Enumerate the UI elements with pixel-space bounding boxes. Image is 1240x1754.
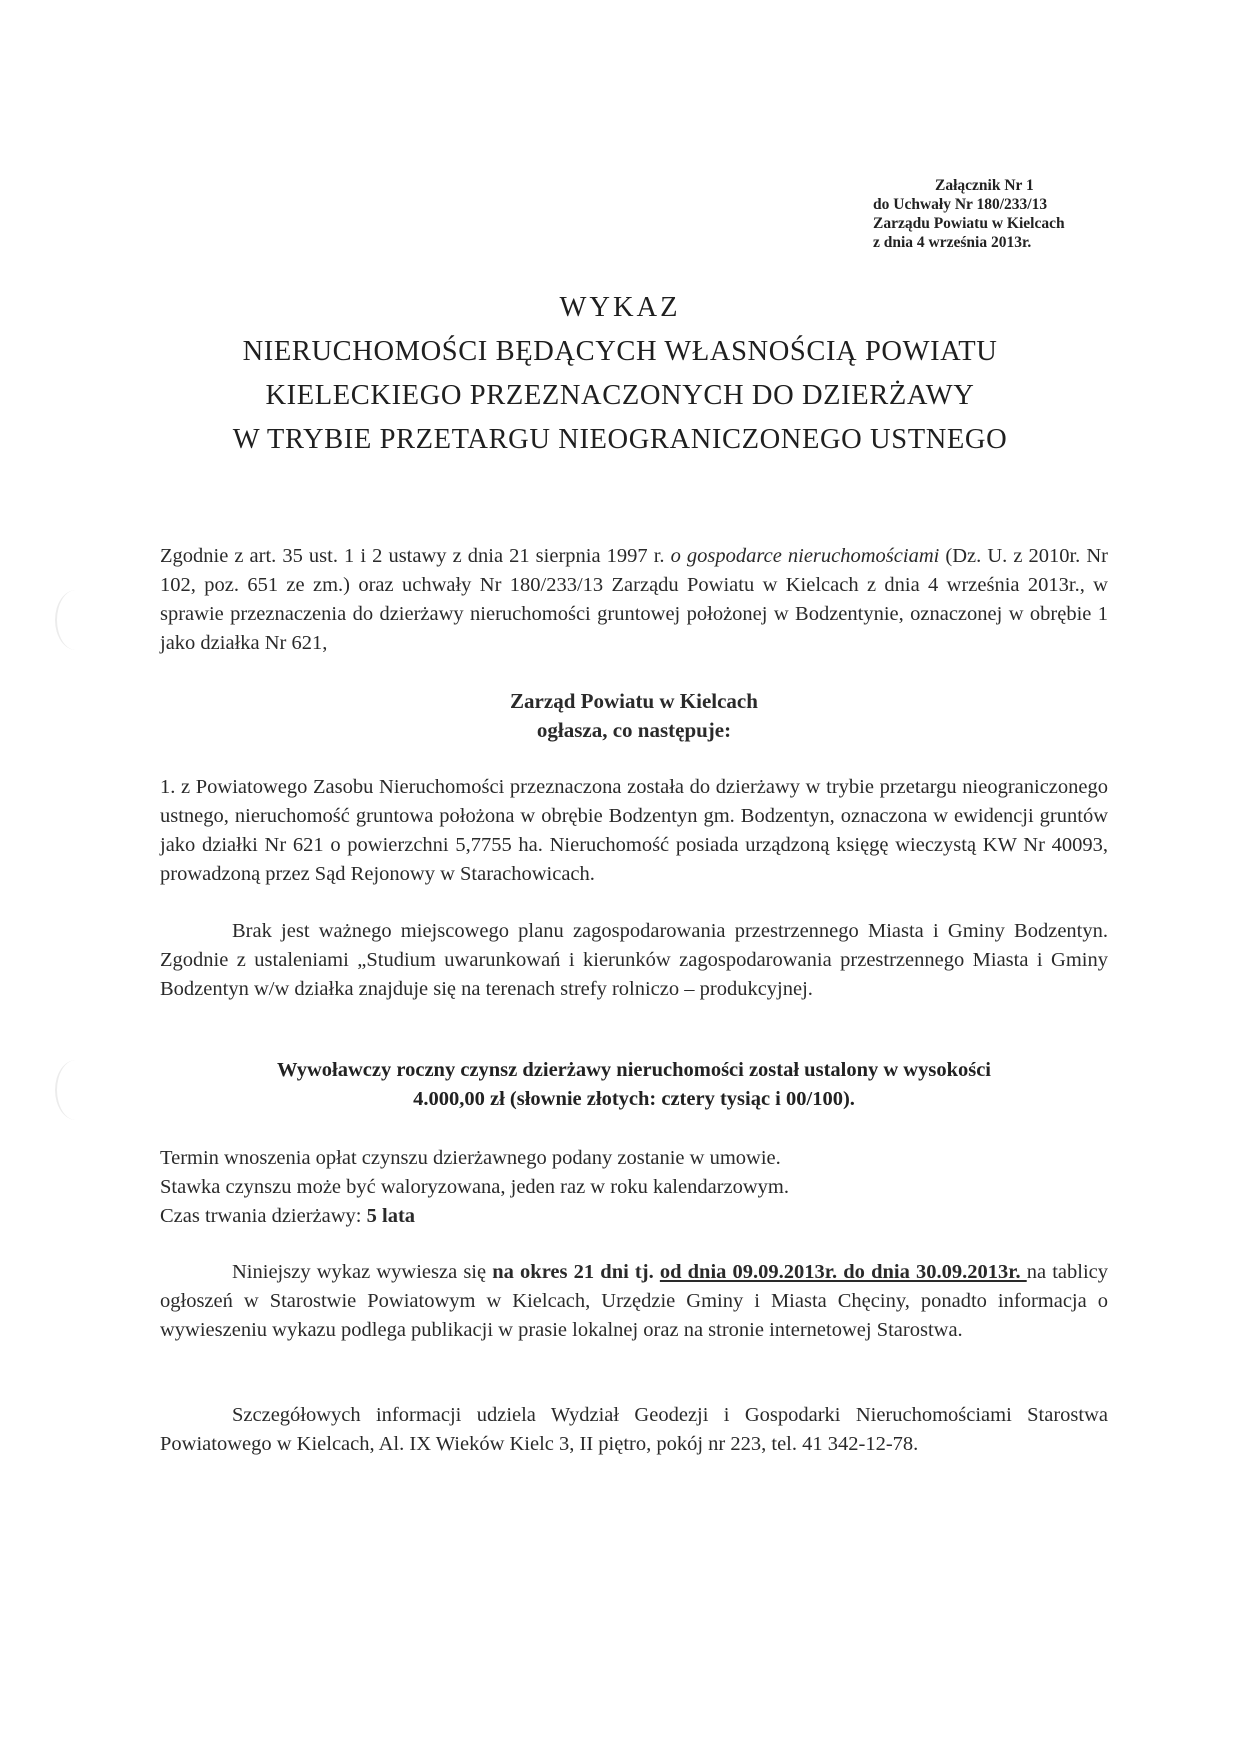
terms-line: Stawka czynszu może być waloryzowana, jeden raz w roku kalendarzowym. bbox=[160, 1176, 789, 1198]
title-line: KIELECKIEGO PRZEZNACZONYCH DO DZIERŻAWY bbox=[265, 380, 975, 411]
attachment-line: Zarządu Powiatu w Kielcach bbox=[873, 215, 1065, 232]
contact-information: Szczegółowych informacji udziela Wydział Geodezji i Gospodarki Nieruchomościami Starostwa Powiatowego w Kielcach, Al. IX Wieków Kielc 3, II piętro, pokój nr 223, tel. 41 342-12-78. bbox=[160, 1404, 1108, 1455]
document-title bbox=[130, 286, 1110, 462]
zoning-paragraph: Brak jest ważnego miejscowego planu zagospodarowania przestrzennego Miasta i Gminy Bodzentyn. Zgodnie z ustaleniami „Studium uwarunkowań i kierunków zagospodarowania przestrzennego Miasta i Gminy Bodzentyn w/w działka znajduje się na terenach strefy rolniczo – produkcyjnej. bbox=[160, 920, 1108, 1000]
rent-line: Wywoławczy roczny czynsz dzierżawy nieruchomości został ustalony w wysokości bbox=[277, 1059, 991, 1081]
attachment-line: do Uchwały Nr 180/233/13 bbox=[873, 196, 1048, 213]
title-line: W TRYBIE PRZETARGU NIEOGRANICZONEGO USTNEGO bbox=[232, 424, 1008, 455]
legal-basis-paragraph bbox=[160, 542, 1108, 658]
intro-text: (Dz. U. z 2010r. Nr 102, poz. 651 ze zm.) oraz uchwały Nr 180/233/13 Zarządu Powiatu w Kielcach z dnia 4 września 2013r., w sprawie przeznaczenia do dzierżawy nieruchomości gruntowej położonej w Bodzentynie, oznaczonej w obrębie 1 jako działka Nr 621, bbox=[160, 545, 1108, 654]
intro-text: Zgodnie z art. 35 ust. 1 i 2 ustawy z dnia 21 sierpnia 1997 r. bbox=[160, 545, 671, 567]
board-name: Zarząd Powiatu w Kielcach bbox=[510, 689, 758, 713]
duration-value: 5 lata bbox=[366, 1205, 416, 1227]
property-description: 1. z Powiatowego Zasobu Nieruchomości przeznaczona została do dzierżawy w trybie przetargu nieograniczonego ustnego, nieruchomość gruntowa położona w obrębie Bodzentyn gm. Bodzentyn, oznaczona w ewidencji gruntów jako działki Nr 621 o powierzchni 5,7755 ha. Nieruchomość posiada urządzoną księgę wieczystą KW Nr 40093, prowadzoną przez Sąd Rejonowy w Starachowicach. bbox=[160, 776, 1108, 885]
title-line: WYKAZ bbox=[559, 292, 681, 323]
rent-line: 4.000,00 zł (słownie złotych: cztery tysiąc i 00/100). bbox=[413, 1088, 855, 1110]
announcement-line: ogłasza, co następuje: bbox=[536, 718, 732, 742]
act-title: o gospodarce nieruchomościami bbox=[670, 545, 940, 567]
lease-terms bbox=[160, 1144, 1108, 1231]
attachment-header bbox=[873, 176, 1065, 252]
duration-label: Czas trwania dzierżawy: bbox=[160, 1205, 367, 1227]
rent-amount bbox=[160, 1056, 1108, 1114]
notice-dates: od dnia 09.09.2013r. do dnia 30.09.2013r. bbox=[659, 1261, 1027, 1283]
attachment-line: z dnia 4 września 2013r. bbox=[873, 234, 1032, 251]
scan-artifact bbox=[55, 590, 97, 650]
notice-period: na okres 21 dni tj. bbox=[492, 1261, 660, 1283]
terms-line bbox=[160, 1202, 1108, 1231]
terms-line: Termin wnoszenia opłat czynszu dzierżawnego podany zostanie w umowie. bbox=[160, 1147, 781, 1169]
attachment-line: Załącznik Nr 1 bbox=[935, 177, 1034, 194]
posting-notice bbox=[160, 1258, 1108, 1345]
title-line: NIERUCHOMOŚCI BĘDĄCYCH WŁASNOŚCIĄ POWIATU bbox=[242, 336, 998, 367]
scan-artifact bbox=[55, 1060, 97, 1120]
notice-text: na tablicy ogłoszeń w Starostwie Powiatowym w Kielcach, Urzędzie Gminy i Miasta Chęciny, ponadto informacja o wywieszeniu wykazu podlega publikacji w prasie lokalnej oraz na stronie internetowej Starostwa. bbox=[160, 1261, 1108, 1341]
notice-text: Niniejszy wykaz wywiesza się bbox=[232, 1261, 493, 1283]
board-announcement bbox=[160, 687, 1108, 745]
